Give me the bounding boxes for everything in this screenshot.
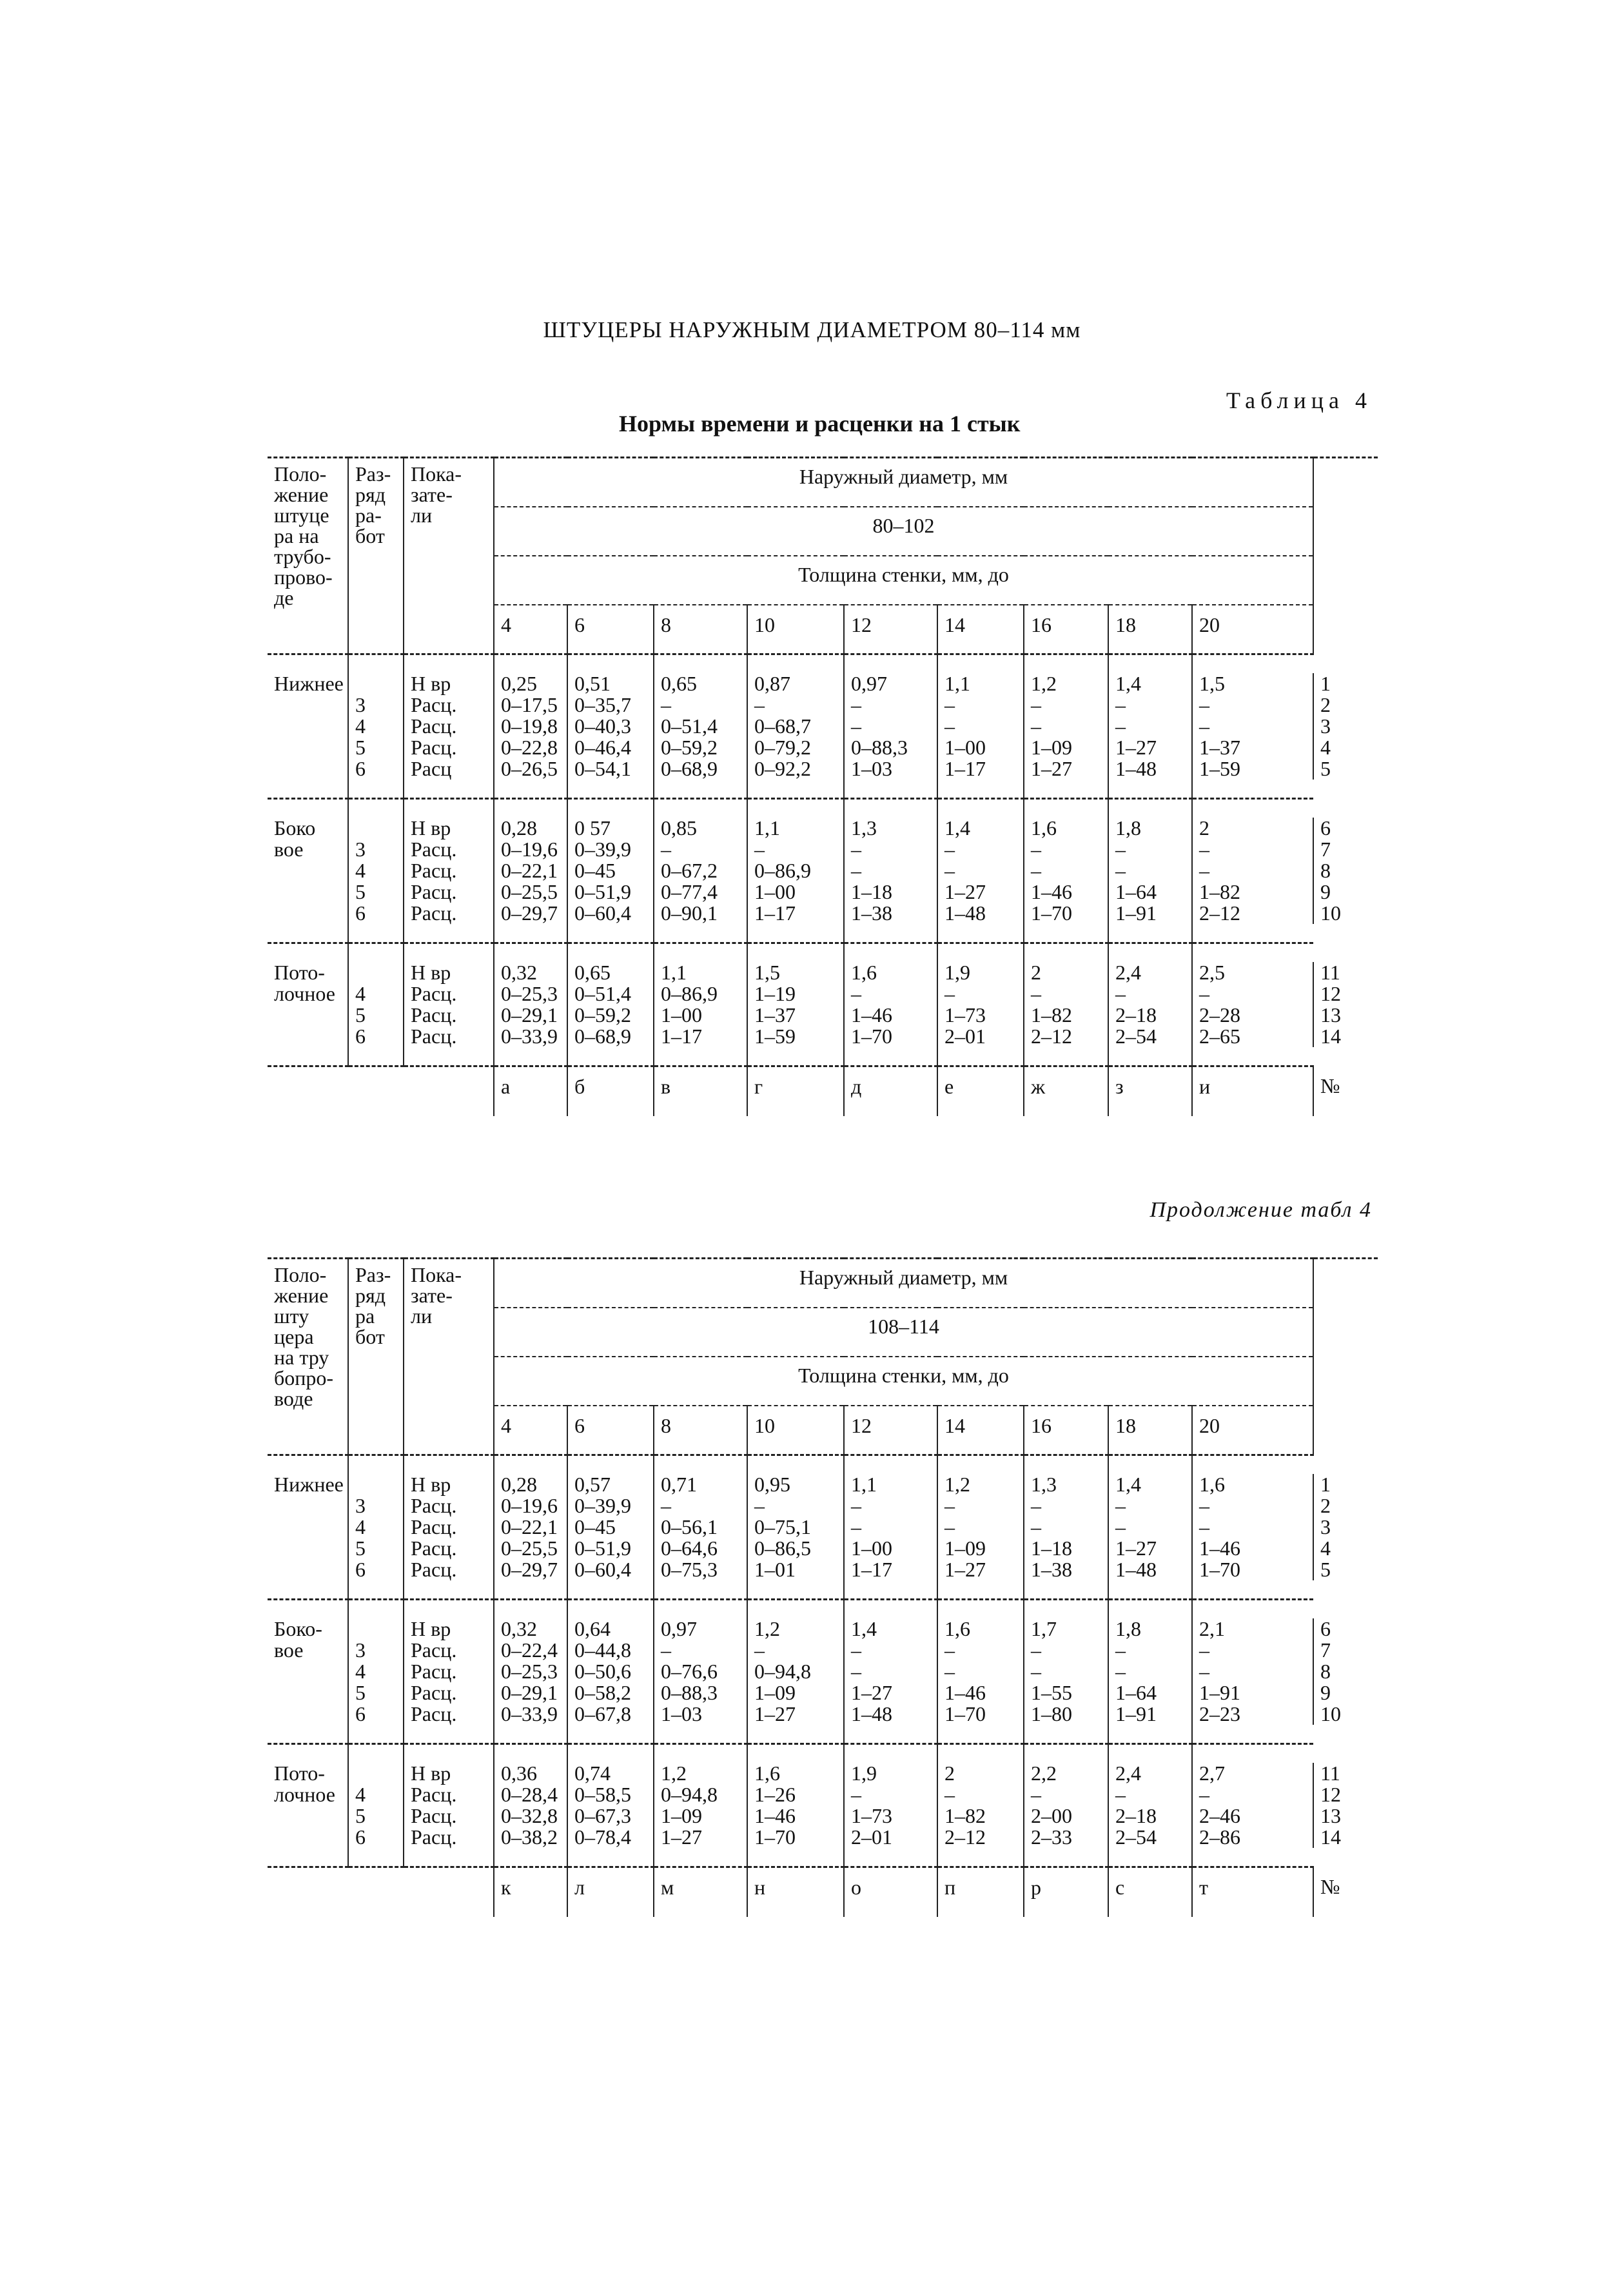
row-numbers: 1 2 3 4 5 [1313, 1474, 1378, 1580]
value-cell: 0,64 0–44,8 0–50,6 0–58,2 0–67,8 [567, 1618, 654, 1725]
header-row [268, 458, 1378, 507]
thickness-12: 12 [844, 605, 937, 654]
spacer [1192, 1047, 1313, 1066]
row-number-header [1313, 1259, 1378, 1455]
column-letter: с [1108, 1867, 1192, 1918]
row-numbers: 1 2 3 4 5 [1313, 673, 1378, 780]
spacer [494, 1580, 567, 1600]
spacer [1108, 924, 1192, 943]
spacer [937, 943, 1024, 963]
spacer [844, 1848, 937, 1867]
spacer [404, 799, 494, 818]
spacer [937, 1725, 1024, 1744]
thickness-12: 12 [844, 1406, 937, 1455]
spacer [1108, 1580, 1192, 1600]
thickness-8: 8 [654, 605, 747, 654]
value-cell: 1,6 1–26 1–46 1–70 [747, 1763, 844, 1848]
column-letter: п [937, 1867, 1024, 1918]
value-cell: 0,85 – 0–67,2 0–77,4 0–90,1 [654, 818, 747, 924]
spacer [404, 1867, 494, 1918]
spacer [1024, 1848, 1108, 1867]
value-cell: 0,95 – 0–75,1 0–86,5 1–01 [747, 1474, 844, 1580]
spacer [494, 943, 567, 963]
thickness-20: 20 [1192, 1406, 1313, 1455]
column-letter: к [494, 1867, 567, 1918]
spacer [404, 1600, 494, 1619]
spacer [348, 1725, 404, 1744]
spacer [937, 654, 1024, 674]
spacer [1024, 924, 1108, 943]
spacer [747, 924, 844, 943]
value-cell: 0,32 0–25,3 0–29,1 0–33,9 [494, 962, 567, 1047]
spacer [747, 780, 844, 799]
spacer [404, 1744, 494, 1763]
spacer [404, 654, 494, 674]
spacer [747, 943, 844, 963]
spacer [747, 1047, 844, 1066]
spacer [268, 1455, 348, 1475]
spacer [1192, 1848, 1313, 1867]
spacer [1108, 1455, 1192, 1475]
spacer [268, 1580, 348, 1600]
spacer [937, 1580, 1024, 1600]
column-letter: л [567, 1867, 654, 1918]
thickness-header: Толщина стенки, мм, до [494, 1357, 1313, 1406]
spacer [348, 1600, 404, 1619]
value-cell: 1,4 – – 1–27 1–48 [1108, 673, 1192, 780]
page-title: ШТУЦЕРЫ НАРУЖНЫМ ДИАМЕТРОМ 80–114 мм [543, 317, 1081, 342]
spacer [268, 1600, 348, 1619]
spacer [404, 1047, 494, 1066]
indicator-values: Н вр Расц. Расц. Расц. [404, 1763, 494, 1848]
section-row [268, 673, 1378, 780]
spacer [654, 799, 747, 818]
grade-values: 3 4 5 6 [348, 818, 404, 924]
spacer [567, 654, 654, 674]
spacer [567, 1744, 654, 1763]
spacer [1192, 799, 1313, 818]
indicator-values: Н вр Расц. Расц. Расц. Расц. [404, 818, 494, 924]
spacer [268, 1066, 348, 1117]
value-cell: 2,2 – 2–00 2–33 [1024, 1763, 1108, 1848]
spacer [1192, 1744, 1313, 1763]
spacer [1024, 799, 1108, 818]
value-cell: 1,5 – – 1–37 1–59 [1192, 673, 1313, 780]
row-numbers: 6 7 8 9 10 [1313, 818, 1378, 924]
spacer [1024, 1580, 1108, 1600]
spacer [567, 1455, 654, 1475]
spacer [747, 654, 844, 674]
column-letters-row [268, 1867, 1378, 1918]
norms-table-1 [268, 457, 1378, 1116]
spacer [654, 1455, 747, 1475]
value-cell: 0,32 0–22,4 0–25,3 0–29,1 0–33,9 [494, 1618, 567, 1725]
value-cell: 1,2 – – 1–09 1–27 [937, 1474, 1024, 1580]
spacer [268, 780, 348, 799]
value-cell: 1,3 – – 1–18 1–38 [1024, 1474, 1108, 1580]
spacer [937, 1848, 1024, 1867]
spacer [404, 924, 494, 943]
thickness-6: 6 [567, 1406, 654, 1455]
thickness-20: 20 [1192, 605, 1313, 654]
spacer [747, 1725, 844, 1744]
spacer [1192, 1580, 1313, 1600]
spacer [494, 799, 567, 818]
value-cell: 2,4 – 2–18 2–54 [1108, 962, 1192, 1047]
value-cell: 1,2 – 0–94,8 1–09 1–27 [747, 1618, 844, 1725]
spacer [268, 1867, 348, 1918]
spacer [494, 1455, 567, 1475]
spacer [567, 924, 654, 943]
spacer [494, 1600, 567, 1619]
spacer [654, 1848, 747, 1867]
grade-values: 4 5 6 [348, 962, 404, 1047]
spacer [654, 1744, 747, 1763]
position-header: Поло- жение шту цера на тру бопро- воде [268, 1259, 348, 1455]
spacer [567, 1047, 654, 1066]
value-cell: 1,6 – – 1–46 1–70 [1024, 818, 1108, 924]
spacer [1024, 1600, 1108, 1619]
indicator-values: Н вр Расц. Расц. Расц. Расц [404, 673, 494, 780]
value-cell: 1,6 – – 1–46 1–70 [1192, 1474, 1313, 1580]
row-numbers: 6 7 8 9 10 [1313, 1618, 1378, 1725]
diameter-group-header: Наружный диаметр, мм [494, 458, 1313, 507]
spacer [268, 1725, 348, 1744]
section-row [268, 962, 1378, 1047]
spacer [348, 1848, 404, 1867]
spacer [1192, 1455, 1313, 1475]
table-caption: Нормы времени и расценки на 1 стык [619, 411, 1021, 437]
value-cell: 0,28 0–19,6 0–22,1 0–25,5 0–29,7 [494, 818, 567, 924]
spacer [404, 780, 494, 799]
value-cell: 2,5 – 2–28 2–65 [1192, 962, 1313, 1047]
spacer [844, 1047, 937, 1066]
diameter-range: 80–102 [494, 507, 1313, 556]
spacer [404, 1066, 494, 1117]
spacer [937, 924, 1024, 943]
spacer [1024, 1725, 1108, 1744]
grade-values: 3 4 5 6 [348, 1618, 404, 1725]
grade-values: 3 4 5 6 [348, 673, 404, 780]
spacer [1108, 654, 1192, 674]
spacer [1108, 1848, 1192, 1867]
value-cell: 1,2 – – 1–09 1–27 [1024, 673, 1108, 780]
spacer [937, 1047, 1024, 1066]
spacer [567, 1725, 654, 1744]
spacer [844, 654, 937, 674]
column-letter: в [654, 1066, 747, 1117]
spacer [747, 799, 844, 818]
spacer [268, 1047, 348, 1066]
spacer [937, 799, 1024, 818]
spacer [1192, 1725, 1313, 1744]
value-cell: 2 – 1–82 2–12 [1024, 962, 1108, 1047]
value-cell: 1,4 – – 1–27 1–48 [844, 1618, 937, 1725]
spacer [747, 1744, 844, 1763]
spacer [348, 1066, 404, 1117]
spacer [844, 1455, 937, 1475]
thickness-18: 18 [1108, 605, 1192, 654]
spacer [747, 1455, 844, 1475]
value-cell: 1,1 – – 1–00 1–17 [937, 673, 1024, 780]
row-numbers: 11 12 13 14 [1313, 962, 1378, 1047]
spacer [1108, 1600, 1192, 1619]
section-row [268, 818, 1378, 924]
spacer [348, 1455, 404, 1475]
spacer [404, 943, 494, 963]
spacer [567, 799, 654, 818]
spacer [494, 1744, 567, 1763]
value-cell: 0 57 0–39,9 0–45 0–51,9 0–60,4 [567, 818, 654, 924]
diameter-group-header: Наружный диаметр, мм [494, 1259, 1313, 1308]
value-cell: 1,8 – – 1–64 1–91 [1108, 818, 1192, 924]
value-cell: 0,25 0–17,5 0–19,8 0–22,8 0–26,5 [494, 673, 567, 780]
spacer [844, 1600, 937, 1619]
value-cell: 0,74 0–58,5 0–67,3 0–78,4 [567, 1763, 654, 1848]
spacer [1024, 943, 1108, 963]
spacer [268, 799, 348, 818]
thickness-14: 14 [937, 1406, 1024, 1455]
spacer [404, 1580, 494, 1600]
column-letter: о [844, 1867, 937, 1918]
table-continuation-label: Продолжение табл 4 [1150, 1198, 1372, 1222]
table-label: Таблица 4 [1226, 388, 1372, 413]
value-cell: 0,65 0–51,4 0–59,2 0–68,9 [567, 962, 654, 1047]
spacer [747, 1600, 844, 1619]
value-cell: 2 – – 1–82 2–12 [1192, 818, 1313, 924]
value-cell: 1,6 – – 1–46 1–70 [937, 1618, 1024, 1725]
spacer [494, 924, 567, 943]
spacer [844, 943, 937, 963]
spacer [1024, 1744, 1108, 1763]
spacer [844, 1744, 937, 1763]
section-row [268, 1618, 1378, 1725]
spacer [654, 1580, 747, 1600]
indicator-values: Н вр Расц. Расц. Расц. [404, 962, 494, 1047]
spacer [844, 924, 937, 943]
number-sign: № [1313, 1867, 1378, 1918]
spacer [654, 1047, 747, 1066]
thickness-8: 8 [654, 1406, 747, 1455]
thickness-4: 4 [494, 1406, 567, 1455]
spacer [654, 1600, 747, 1619]
thickness-10: 10 [747, 1406, 844, 1455]
spacer [348, 780, 404, 799]
spacer [844, 799, 937, 818]
norms-table-2 [268, 1257, 1378, 1917]
grade-header: Раз- ряд ра бот [348, 1259, 404, 1455]
value-cell: 1,6 – 1–46 1–70 [844, 962, 937, 1047]
grade-header: Раз- ряд ра- бот [348, 458, 404, 654]
thickness-16: 16 [1024, 1406, 1108, 1455]
value-cell: 0,65 – 0–51,4 0–59,2 0–68,9 [654, 673, 747, 780]
spacer [1024, 780, 1108, 799]
thickness-18: 18 [1108, 1406, 1192, 1455]
value-cell: 2,7 – 2–46 2–86 [1192, 1763, 1313, 1848]
spacer [1024, 654, 1108, 674]
column-letter: ж [1024, 1066, 1108, 1117]
spacer [348, 1580, 404, 1600]
spacer [747, 1848, 844, 1867]
value-cell: 0,97 – – 0–88,3 1–03 [844, 673, 937, 780]
spacer [348, 924, 404, 943]
spacer [937, 1455, 1024, 1475]
spacer [1108, 799, 1192, 818]
spacer [268, 943, 348, 963]
spacer [844, 780, 937, 799]
column-letter: д [844, 1066, 937, 1117]
indicator-values: Н вр Расц. Расц. Расц. Расц. [404, 1474, 494, 1580]
column-letters-row [268, 1066, 1378, 1117]
spacer [937, 780, 1024, 799]
spacer [567, 943, 654, 963]
spacer [1192, 943, 1313, 963]
spacer [404, 1455, 494, 1475]
spacer [654, 780, 747, 799]
value-cell: 1,1 0–86,9 1–00 1–17 [654, 962, 747, 1047]
value-cell: 0,36 0–28,4 0–32,8 0–38,2 [494, 1763, 567, 1848]
column-letter: г [747, 1066, 844, 1117]
spacer [654, 654, 747, 674]
spacer [494, 1047, 567, 1066]
grade-values: 4 5 6 [348, 1763, 404, 1848]
spacer [1192, 924, 1313, 943]
value-cell: 1,9 – 1–73 2–01 [844, 1763, 937, 1848]
position-header: Поло- жение штуце ра на трубо- прово- де [268, 458, 348, 654]
spacer [1192, 1600, 1313, 1619]
value-cell: 2,1 – – 1–91 2–23 [1192, 1618, 1313, 1725]
column-letter: и [1192, 1066, 1313, 1117]
spacer [404, 1725, 494, 1744]
value-cell: 0,71 – 0–56,1 0–64,6 0–75,3 [654, 1474, 747, 1580]
spacer [567, 1848, 654, 1867]
column-letter: а [494, 1066, 567, 1117]
indicator-header: Пока- зате- ли [404, 458, 494, 654]
position-label: Пото- лочное [274, 961, 335, 1005]
spacer [654, 1725, 747, 1744]
position-label: Пото- лочное [274, 1762, 335, 1806]
spacer [937, 1600, 1024, 1619]
spacer [1108, 943, 1192, 963]
spacer [567, 1600, 654, 1619]
value-cell: 1,2 0–94,8 1–09 1–27 [654, 1763, 747, 1848]
spacer [1192, 654, 1313, 674]
spacer [348, 943, 404, 963]
spacer [404, 1848, 494, 1867]
thickness-16: 16 [1024, 605, 1108, 654]
column-letter: н [747, 1867, 844, 1918]
column-letter: т [1192, 1867, 1313, 1918]
position-label: Боко- вое [274, 1617, 322, 1662]
spacer [1108, 1047, 1192, 1066]
column-letter: е [937, 1066, 1024, 1117]
value-cell: 1,7 – – 1–55 1–80 [1024, 1618, 1108, 1725]
spacer [937, 1744, 1024, 1763]
thickness-10: 10 [747, 605, 844, 654]
value-cell: 0,28 0–19,6 0–22,1 0–25,5 0–29,7 [494, 1474, 567, 1580]
thickness-6: 6 [567, 605, 654, 654]
spacer [268, 1848, 348, 1867]
spacer [567, 780, 654, 799]
spacer [494, 1848, 567, 1867]
spacer [494, 780, 567, 799]
spacer [1192, 780, 1313, 799]
spacer [1024, 1047, 1108, 1066]
spacer [348, 1047, 404, 1066]
spacer [1108, 1725, 1192, 1744]
spacer [348, 799, 404, 818]
spacer [348, 1744, 404, 1763]
spacer [654, 943, 747, 963]
value-cell: 1,3 – – 1–18 1–38 [844, 818, 937, 924]
spacer [654, 924, 747, 943]
position-label: Нижнее [274, 1473, 344, 1496]
diameter-range: 108–114 [494, 1308, 1313, 1357]
value-cell: 1,8 – – 1–64 1–91 [1108, 1618, 1192, 1725]
value-cell: 0,97 – 0–76,6 0–88,3 1–03 [654, 1618, 747, 1725]
thickness-14: 14 [937, 605, 1024, 654]
column-letter: б [567, 1066, 654, 1117]
spacer [1108, 780, 1192, 799]
value-cell: 0,57 0–39,9 0–45 0–51,9 0–60,4 [567, 1474, 654, 1580]
spacer [268, 654, 348, 674]
value-cell: 2 – 1–82 2–12 [937, 1763, 1024, 1848]
value-cell: 1,5 1–19 1–37 1–59 [747, 962, 844, 1047]
spacer [348, 1867, 404, 1918]
value-cell: 1,1 – 0–86,9 1–00 1–17 [747, 818, 844, 924]
grade-values: 3 4 5 6 [348, 1474, 404, 1580]
thickness-4: 4 [494, 605, 567, 654]
indicator-header: Пока- зате- ли [404, 1259, 494, 1455]
thickness-header: Толщина стенки, мм, до [494, 556, 1313, 605]
indicator-values: Н вр Расц. Расц. Расц. Расц. [404, 1618, 494, 1725]
number-sign: № [1313, 1066, 1378, 1117]
spacer [268, 1744, 348, 1763]
spacer [494, 1725, 567, 1744]
value-cell: 0,51 0–35,7 0–40,3 0–46,4 0–54,1 [567, 673, 654, 780]
value-cell: 1,4 – – 1–27 1–48 [937, 818, 1024, 924]
spacer [1024, 1455, 1108, 1475]
value-cell: 1,1 – – 1–00 1–17 [844, 1474, 937, 1580]
spacer [494, 654, 567, 674]
position-label: Боко вое [274, 816, 316, 861]
value-cell: 2,4 – 2–18 2–54 [1108, 1763, 1192, 1848]
spacer [1108, 1744, 1192, 1763]
value-cell: 1,9 – 1–73 2–01 [937, 962, 1024, 1047]
row-numbers: 11 12 13 14 [1313, 1763, 1378, 1848]
spacer [348, 654, 404, 674]
spacer [567, 1580, 654, 1600]
column-letter: р [1024, 1867, 1108, 1918]
section-row [268, 1763, 1378, 1848]
section-row [268, 1474, 1378, 1580]
value-cell: 0,87 – 0–68,7 0–79,2 0–92,2 [747, 673, 844, 780]
spacer [747, 1580, 844, 1600]
row-number-header [1313, 458, 1378, 654]
spacer [268, 924, 348, 943]
spacer [844, 1725, 937, 1744]
value-cell: 1,4 – – 1–27 1–48 [1108, 1474, 1192, 1580]
spacer [844, 1580, 937, 1600]
header-row [268, 1259, 1378, 1308]
position-label: Нижнее [274, 672, 344, 695]
column-letter: м [654, 1867, 747, 1918]
column-letter: з [1108, 1066, 1192, 1117]
